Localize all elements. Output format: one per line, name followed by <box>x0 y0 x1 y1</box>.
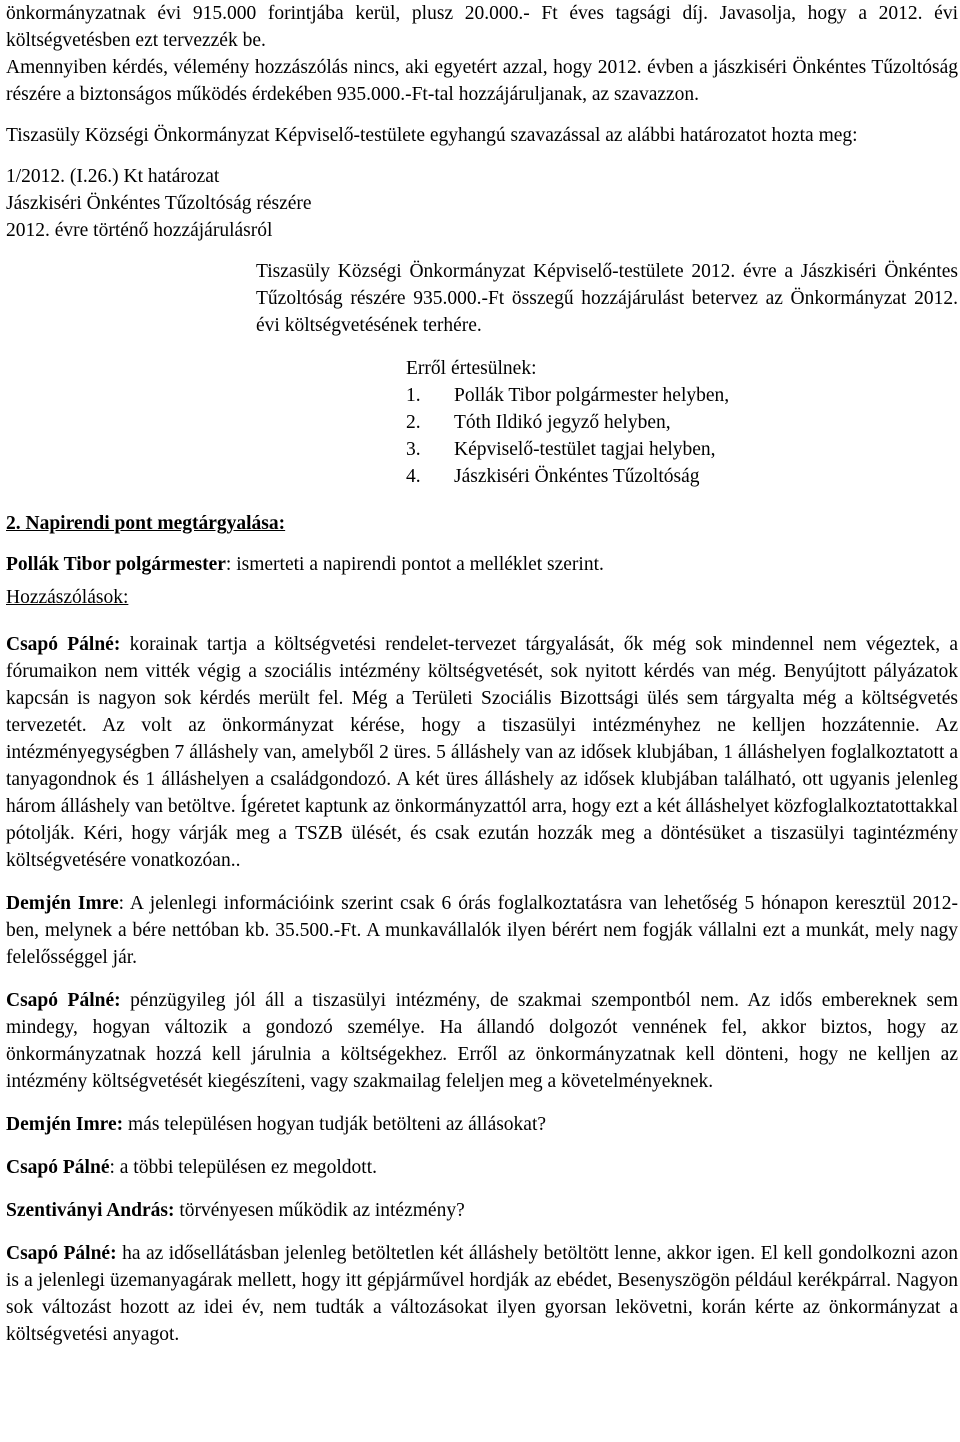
comment-paragraph: Csapó Pálné: ha az idősellátásban jelenleg betöltetlen két álláshely betöltött lenne, akkor igen. El kell gondolkozni azon is a jelenlegi üzemanyagárak mellett, hogy itt gépjárművel hordják az ebédet, Besenyszögön például kerékpárral. Nagyon sok változást hozott az idei év, nem tudták a változásokat ilyen gyorsan lekövetni, korán kérte az önkormányzat a költségvetési anyagot. <box>6 1243 958 1345</box>
notify-block <box>406 355 958 490</box>
decision-subject-line-1: Jászkiséri Önkéntes Tűzoltóság részére <box>6 193 312 214</box>
speaker-name: Csapó Pálné: <box>6 1243 117 1264</box>
notify-list <box>406 382 958 490</box>
intro-paragraph-3: Tiszasüly Községi Önkormányzat Képviselő-testülete egyhangú szavazással az alábbi határozatot hozta meg: <box>6 125 858 146</box>
comment-paragraph: Csapó Pálné: korainak tartja a költségvetési rendelet-tervezet tárgyalását, ők még sok mindennel nem végeztek, a fórumaikon nem vitték végig a szociális intézmény költségvetését, sok nyitott kérdés van még. Benyújtott pályázatok kapcsán is nagyon sok kérdés merült fel. Még a Területi Szociális Bizottsági ülés sem tárgyalta még a költségvetés tervezetét. Az volt az önkormányzat kérése, hogy a tiszasülyi intézményhez ne kelljen hozzátennie. Az intézményegységben 7 álláshely van, amelyből 2 üres. 5 álláshely van az idősek klubjában, 1 álláshelyen foglalkoztatott a tanyagondnok és 1 álláshelyen a családgondozó. A két üres álláshely az idősek klubjában található, ott ugyanis jelenleg három álláshely van betöltve. Ígéretet kaptunk az önkormányzattól arra, hogy ezt a két álláshelyet közfoglalkoztatottakkal pótolják. Kéri, hogy várják meg a TSZB ülését, és csak ezután hozzák meg a döntésüket a tiszasülyi tagintézmény költségvetésére vonatkozóan.. <box>6 634 958 871</box>
notify-item: 4. Jászkiséri Önkéntes Tűzoltóság <box>406 466 700 487</box>
decision-subject-line-2: 2012. évre történő hozzájárulásról <box>6 220 273 241</box>
decision-number: 1/2012. (I.26.) Kt határozat <box>6 166 220 187</box>
comment-paragraph: Csapó Pálné: a többi településen ez megoldott. <box>6 1157 377 1178</box>
speaker-name: Demjén Imre: <box>6 1114 124 1135</box>
notify-title: Erről értesülnek: <box>406 358 537 379</box>
intro-paragraph-1: önkormányzatnak évi 915.000 forintjába kerül, plusz 20.000.- Ft éves tagsági díj. Javasolja, hogy a 2012. évi költségvetésben ezt tervezzék be. <box>6 3 958 51</box>
intro-paragraph-2: Amennyiben kérdés, vélemény hozzászólás nincs, aki egyetért azzal, hogy 2012. évben a jászkiséri Önkéntes Tűzoltóság részére a biztonságos működés érdekében 935.000.-Ft-tal hozzájáruljanak, az szavazzon. <box>6 57 958 105</box>
speaker-name: Csapó Pálné: <box>6 990 121 1011</box>
comment-paragraph: Szentiványi András: törvényesen működik az intézmény? <box>6 1200 465 1221</box>
decision-block <box>6 163 958 490</box>
speaker-name: Pollák Tibor polgármester <box>6 554 226 575</box>
comments-heading: Hozzászólások: <box>6 587 129 608</box>
speaker-name: Csapó Pálné: <box>6 634 121 655</box>
comment-paragraph: Demjén Imre: A jelenlegi információink szerint csak 6 órás foglalkoztatásra van lehetőség 5 hónapon keresztül 2012-ben, melynek a bére nettóban kb. 35.500.-Ft. A munkavállalók ilyen bérért nem fogják vállalni ezt a munkát, mely nagy felelősséggel jár. <box>6 893 958 968</box>
comment-paragraph: Csapó Pálné: pénzügyileg jól áll a tiszasülyi intézmény, de szakmai szempontból nem. Az idős embereknek sem mindegy, hogyan változik a gondozó személye. Ha állandó dolgozót vennének fel, akkor biztos, hogy az önkormányzatnak hozzá kell járulnia a költségekhez. Erről az önkormányzatnak kell dönteni, hogy ne kelljen az intézmény költségvetését kiegészíteni, vagy szakmailag feleljen meg a követelményeknek. <box>6 990 958 1092</box>
comment-paragraph: Demjén Imre: más településen hogyan tudják betölteni az állásokat? <box>6 1114 547 1135</box>
decision-body: Tiszasüly Községi Önkormányzat Képviselő-testülete 2012. évre a Jászkiséri Önkéntes Tűzoltóság részére 935.000.-Ft összegű hozzájárulást betervez az Önkormányzat 2012. évi költségvetésének terhére. <box>256 261 958 336</box>
notify-item: 3. Képviselő-testület tagjai helyben, <box>406 439 716 460</box>
notify-item: 1. Pollák Tibor polgármester helyben, <box>406 385 730 406</box>
notify-item: 2. Tóth Ildikó jegyző helyben, <box>406 412 671 433</box>
speaker-name: Szentiványi András: <box>6 1200 175 1221</box>
speaker-name: Demjén Imre <box>6 893 119 914</box>
mayor-paragraph: Pollák Tibor polgármester: ismerteti a napirendi pontot a melléklet szerint. <box>6 554 604 575</box>
speaker-name: Csapó Pálné <box>6 1157 110 1178</box>
agenda-heading: 2. Napirendi pont megtárgyalása: <box>6 513 286 534</box>
